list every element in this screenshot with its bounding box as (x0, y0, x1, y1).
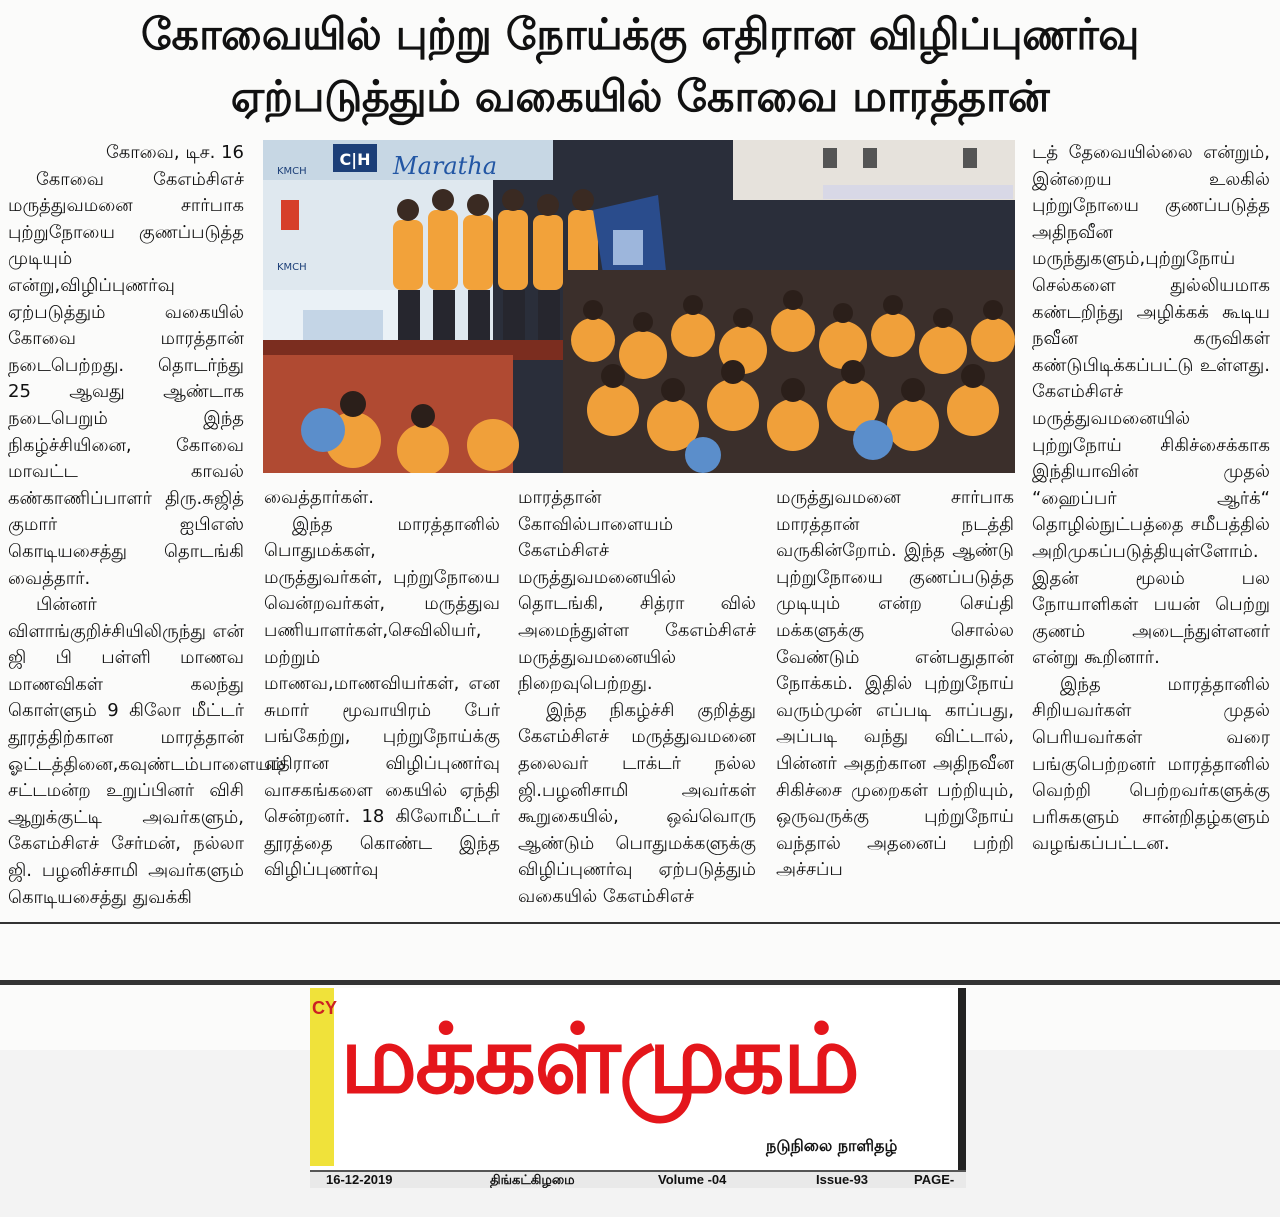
masthead-divider (0, 980, 1280, 985)
masthead-side-strip (310, 988, 338, 1166)
article-column-2 (264, 485, 500, 884)
article-column-5 (1032, 140, 1270, 858)
headline-line-2: ஏற்படுத்தும் வகையில் கோவை மாரத்தான் (230, 72, 1050, 122)
marathon-photo-illustration (263, 140, 1015, 473)
article-paragraph: வைத்தார்கள். (264, 487, 374, 508)
article-paragraph: இந்த மாரத்தானில் பொதுமக்கள், மருத்துவர்கள், புற்றுநோயை வென்றவர்கள், மருத்துவ பணியாளர்கள்,செவிலியர், மற்றும் மாணவ,மாணவியர்கள், என சுமார் மூவாயிரம் பேர் பங்கேற்று, புற்றுநோய்க்கு எதிரான விழிப்புணர்வு வாசகங்களை கையில் ஏந்தி சென்றனர். 18 கிலோமீட்டர் தூரத்தை கொண்ட இந்த விழிப்புணர்வு (264, 513, 500, 881)
masthead-right-edge (958, 988, 966, 1170)
issue-page: PAGE- (914, 1172, 955, 1187)
footer-divider (0, 922, 1280, 924)
banner-text: Maratha (393, 152, 498, 180)
article-paragraph: இந்த மாரத்தானில் சிறியவர்கள் முதல் பெரியவர்கள் வரை பங்குபெற்றனர் மாரத்தானில் வெற்றி பெற்றவர்களுக்கு பரிசுகளும் சான்றிதழ்களும் வழங்கப்பட்டன. (1032, 673, 1270, 855)
article-column-1 (8, 140, 285, 911)
issue-info-bar (310, 1170, 966, 1188)
issue-day: திங்கட்கிழமை (490, 1172, 575, 1187)
issue-number: Issue-93 (816, 1172, 869, 1187)
newspaper-masthead (310, 988, 966, 1188)
article-paragraph: கோவை கேஎம்சிஎச் மருத்துவமனை சார்பாக புற்றுநோயை குணப்படுத்த முடியும் என்று,விழிப்புணர்வு ஏற்படுத்தும் வகையில் கோவை மாரத்தான் நடைபெற்றது. தொடர்ந்து 25 ஆவது ஆண்டாக நடைபெறும் இந்த நிகழ்ச்சியினை, கோவை மாவட்ட காவல் கண்காணிப்பாளர் திரு.சுஜித் குமார் ஐபிஎஸ் கொடியசைத்து தொடங்கி வைத்தார். (8, 168, 244, 589)
article-column-3 (518, 485, 756, 911)
newspaper-title: மக்கள்முகம் (340, 1003, 858, 1115)
article-paragraph: மாரத்தான் கோவில்பாளையம் கேஎம்சிஎச் மருத்துவமனையில் தொடங்கி, சித்ரா வில் அமைந்துள்ள கேஎம்சிஎச் மருத்துவமனையில் நிறைவுபெற்றது. (518, 487, 756, 695)
issue-volume: Volume -04 (658, 1172, 727, 1187)
headline (0, 4, 1280, 128)
headline-line-1: கோவையில் புற்று நோய்க்கு எதிரான விழிப்புணர்வு (141, 10, 1139, 60)
issue-date: 16-12-2019 (326, 1172, 393, 1187)
article-paragraph: இந்த நிகழ்ச்சி குறித்து கேஎம்சிஎச் மருத்துவமனை தலைவர் டாக்டர் நல்ல ஜி.பழனிசாமி அவர்கள் கூறுகையில், ஒவ்வொரு ஆண்டும் பொதுமக்களுக்கு விழிப்புணர்வு ஏற்படுத்தும் வகையில் கேஎம்சிஎச் (518, 699, 756, 907)
article-paragraph: டத் தேவையில்லை என்றும், இன்றைய உலகில் புற்றுநோயை குணப்படுத்த அதிநவீன மருந்துகளும்,புற்றுநோய் செல்களை துல்லியமாக கண்டறிந்து அழிக்கக் கூடிய நவீன கருவிகள் கண்டுபிடிக்கப்பட்டு உள்ளது. கேஎம்சிஎச் மருத்துவமனையில் புற்றுநோய் சிகிச்சைக்காக இந்தியாவின் முதல் “ஹைப்பர் ஆர்க்“ தொழில்நுட்பத்தை சமீபத்தில் அறிமுகப்படுத்தியுள்ளோம். இதன் மூலம் பல நோயாளிகள் பயன் பெற்று குணம் அடைந்துள்ளனர் என்று கூறினார். (1032, 142, 1270, 669)
svg-text:C|H: C|H (339, 150, 371, 169)
logo-text: KMCH (277, 166, 307, 177)
article-paragraph: மருத்துவமனை சார்பாக மாரத்தான் நடத்தி வருகின்றோம். இந்த ஆண்டு புற்றுநோயை குணப்படுத்த முடியும் என்ற செய்தி மக்களுக்கு சொல்ல வேண்டும் என்பதுதான் நோக்கம். இதில் புற்றுநோய் வரும்முன் எப்படி காப்பது, அப்படி வந்து விட்டால், பின்னர் அதற்கான அதிநவீன சிகிச்சை முறைகள் பற்றியும், ஒருவருக்கு புற்றுநோய் வந்தால் அதனைப் பற்றி அச்சப்ப (776, 487, 1014, 881)
side-strip-text: CY (312, 998, 338, 1018)
marathon-photo (263, 140, 1015, 473)
article-column-4 (776, 485, 1014, 884)
hospital-label: KMCH (277, 262, 307, 273)
article-paragraph: பின்னர் விளாங்குறிச்சியிலிருந்து என் ஜி பி பள்ளி மாணவ மாணவிகள் கலந்து கொள்ளும் 9 கிலோ மீட்டர் தூரத்திற்கான மாரத்தான் ஓட்டத்தினை,கவுண்டம்பாளையம் சட்டமன்ற உறுப்பினர் விசி ஆறுக்குட்டி அவர்களும், கேஎம்சிஎச் சேர்மன், நல்லா ஜி. பழனிச்சாமி அவர்களும் கொடியசைத்து துவக்கி (8, 594, 285, 908)
newspaper-subtitle: நடுநிலை நாளிதழ் (766, 1136, 898, 1155)
dateline: கோவை, டிச. 16 (105, 142, 244, 163)
